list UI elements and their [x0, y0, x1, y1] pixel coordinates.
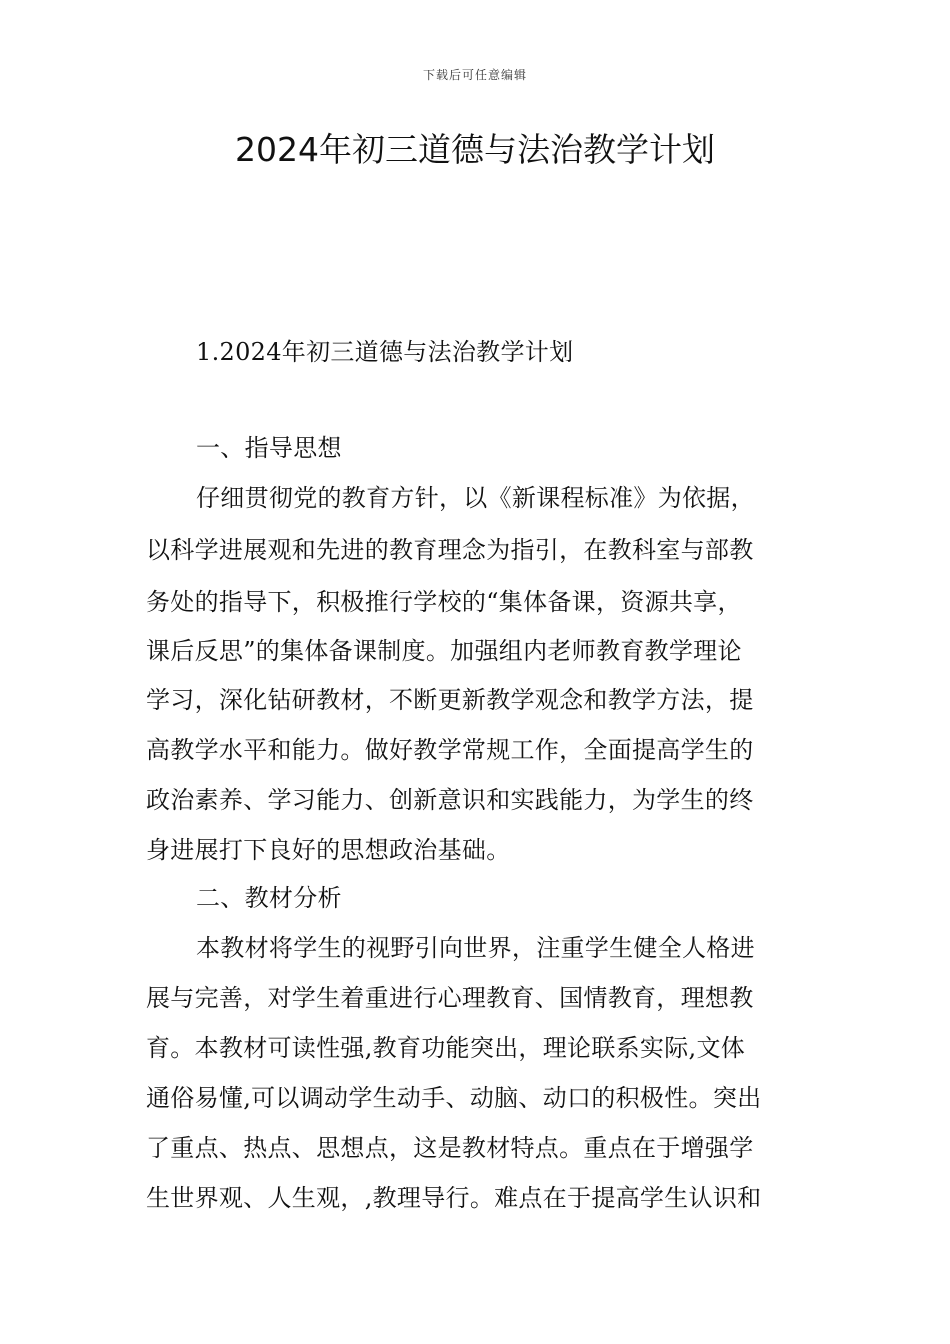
document-title: 2024年初三道德与法治教学计划	[235, 130, 715, 169]
section-heading-guiding-ideology: 一、指导思想	[196, 434, 342, 462]
paragraph-line: 务处的指导下，积极推行学校的“集体备课，资源共享，	[146, 588, 742, 616]
paragraph-line: 高教学水平和能力。做好教学常规工作，全面提高学生的	[146, 736, 754, 764]
paragraph-line: 育。本教材可读性强,教育功能突出，理论联系实际,文体	[146, 1034, 746, 1062]
paragraph-line: 身进展打下良好的思想政治基础。	[146, 836, 511, 864]
paragraph-line: 学习，深化钻研教材，不断更新教学观念和教学方法，提	[146, 686, 754, 714]
paragraph-line: 本教材将学生的视野引向世界，注重学生健全人格进	[196, 934, 755, 962]
header-note: 下载后可任意编辑	[422, 68, 527, 82]
paragraph-line: 政治素养、学习能力、创新意识和实践能力，为学生的终	[146, 786, 754, 814]
paragraph-line: 以科学进展观和先进的教育理念为指引，在教科室与部教	[146, 536, 754, 564]
paragraph-line: 展与完善，对学生着重进行心理教育、国情教育，理想教	[146, 984, 754, 1012]
paragraph-line: 生世界观、人生观，,教理导行。难点在于提高学生认识和	[146, 1184, 762, 1212]
section-heading-textbook-analysis: 二、教材分析	[196, 884, 342, 912]
paragraph-line: 仔细贯彻党的教育方针，以《新课程标准》为依据，	[196, 484, 755, 512]
paragraph-line: 通俗易懂,可以调动学生动手、动脑、动口的积极性。突出	[146, 1084, 762, 1112]
paragraph-line: 了重点、热点、思想点，这是教材特点。重点在于增强学	[146, 1134, 754, 1162]
paragraph-line: 课后反思”的集体备课制度。加强组内老师教育教学理论	[146, 637, 742, 665]
section-subtitle: 1.2024年初三道德与法治教学计划	[196, 338, 574, 366]
